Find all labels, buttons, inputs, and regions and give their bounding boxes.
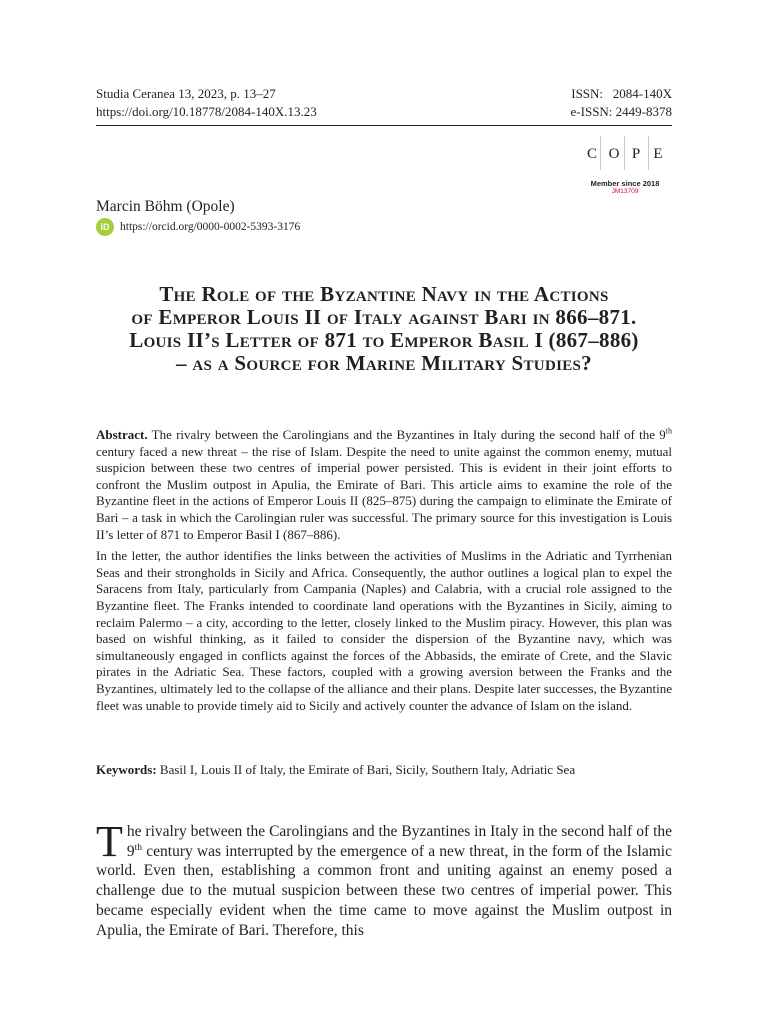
title-line: Louis II’s Letter of 871 to Emperor Basil I (867–886) [129, 328, 639, 352]
abstract-label: Abstract. [96, 427, 148, 442]
body-text-run: century was interrupted by the emergence of a new threat, in the form of the Islamic world. Even then, establishing a common front and uniting against an enemy posed a challenge due to the mutual suspicion between these two centres of imperial power. This became especially evident when the time came to move against the Muslim outpost in Apulia, the Emirate of Bari. Therefore, this [96, 842, 672, 939]
cope-letter: E [653, 146, 663, 162]
cope-member-id: JM13709 [611, 188, 639, 195]
cope-letter: O [608, 146, 620, 162]
doi-link[interactable]: https://doi.org/10.18778/2084-140X.13.23 [96, 104, 317, 119]
abstract-paragraph [96, 427, 672, 543]
cope-letters [578, 146, 672, 163]
author-name: Marcin Böhm (Opole) [96, 198, 235, 215]
title-line: The Role of the Byzantine Navy in the Actions [159, 282, 609, 306]
orcid-link[interactable]: https://orcid.org/0000-0002-5393-3176 [120, 221, 301, 233]
abstract-paragraph: In the letter, the author identifies the links between the activities of Muslims in the Adriatic and Tyrrhenian Seas and their strongholds in Sicily and Africa. Consequently, the author outlines a logical plan to expel the Saracens from Italy, particularly from Campania (Naples) and Calabria, with a crucial role assigned to the Byzantine fleet. The Franks intended to coordinate land operations with the Byzantines in Sicily, aiming to reclaim Palermo – a city, according to the letter, closely linked to the Muslim piracy. However, this plan was based on wishful thinking, as it failed to consider the dispersion of the Byzantine navy, which was simultaneously engaged in conflicts against the forces of the Abbasids, the emirate of Crete, and the Slavic pirates in the Adriatic Sea. These factors, coupled with a growing aversion between the Franks and the Byzantines, ultimately led to the collapse of the alliance and their plans. Despite later successes, the Byzantine fleet was unable to provide timely aid to Sicily and actively counter the advance of Islam on the island. [96, 548, 672, 713]
eissn: e-ISSN: 2449-8378 [570, 104, 672, 119]
issn: ISSN: 2084-140X [571, 86, 672, 101]
abstract [96, 427, 672, 719]
body-paragraph [96, 817, 672, 940]
issn-block [571, 85, 672, 121]
cope-logo[interactable] [578, 136, 672, 196]
title-line: – as a Source for Marine Military Studies? [176, 351, 592, 375]
body-text-run: he rivalry between the Carolingians and the Byzantines in Italy in the second half of the 9 [126, 823, 672, 860]
orcid-row [96, 218, 300, 236]
body-superscript: th [134, 841, 143, 853]
drop-cap: T [96, 817, 123, 866]
cope-letter: P [631, 146, 641, 162]
article-title [96, 283, 672, 375]
header-rule [96, 125, 672, 126]
keywords-label: Keywords: [96, 762, 157, 777]
journal-citation: Studia Ceranea 13, 2023, p. 13–27 [96, 86, 276, 101]
journal-header [96, 85, 317, 121]
abstract-text: The rivalry between the Carolingians and the Byzantines in Italy during the second half of the 9 [147, 427, 666, 442]
keywords-text: Basil I, Louis II of Italy, the Emirate of Bari, Sicily, Southern Italy, Adriatic Sea [156, 762, 576, 777]
abstract-text: century faced a new threat – the rise of Islam. Despite the need to unite against the common enemy, mutual suspicion between these two centres of imperial power persisted. This is evident in their joint efforts to confront the Muslim outpost in Apulia, the Emirate of Bari. This article aims to examine the role of the Byzantine fleet in the actions of Emperor Louis II (825–875) during the campaign to eliminate the Emirate of Bari – a task in which the Carolingian ruler was successful. The primary source for this investigation is Louis II’s letter of 871 to Emperor Basil I (867–886). [96, 443, 672, 542]
cope-member-since: Member since 2018 [590, 179, 660, 188]
orcid-icon: iD [96, 218, 114, 236]
title-line: of Emperor Louis II of Italy against Bari in 866–871. [131, 305, 637, 329]
keywords [96, 762, 672, 778]
body-text [96, 817, 672, 940]
abstract-superscript: th [665, 426, 672, 436]
cope-letter: C [586, 146, 597, 162]
